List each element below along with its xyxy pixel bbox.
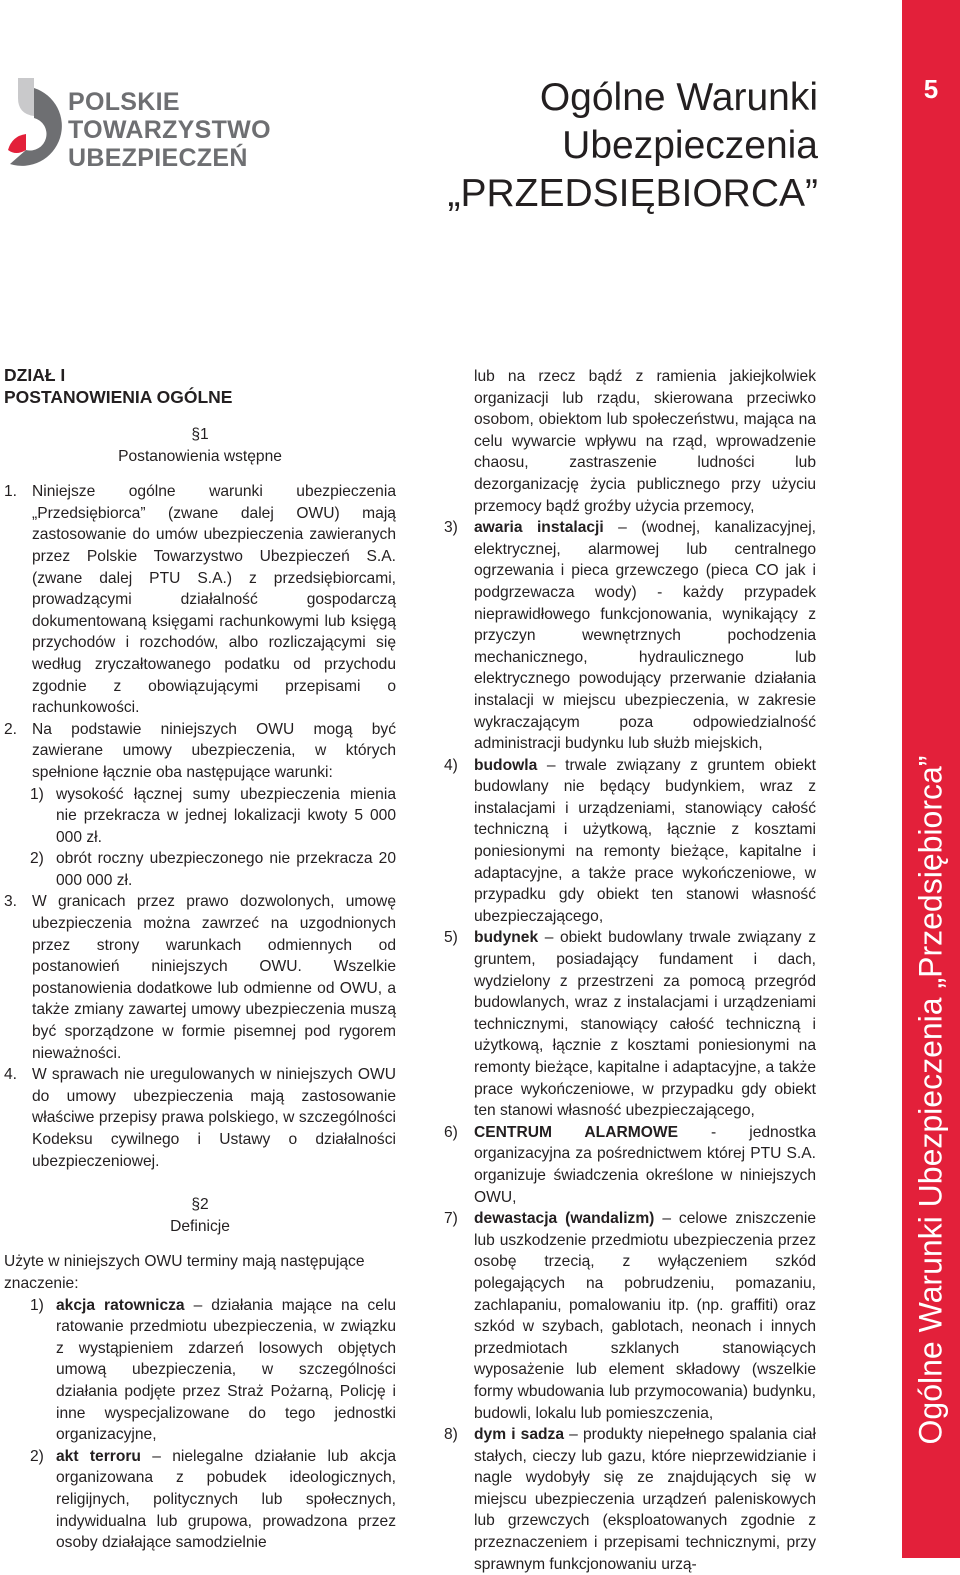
paragraph-1-header	[4, 424, 396, 467]
item-text: Na podstawie niniejszych OWU mogą być zawierane umowy ubezpieczenia, w których spełnione łącznie oba następujące warunki:	[32, 720, 396, 781]
definition-item	[444, 927, 816, 1121]
paragraph-sign: §2	[191, 1196, 209, 1214]
item-text: W sprawach nie uregulowanych w niniejszych OWU do umowy ubezpieczenia mają zastosowanie właściwe przepisy prawa polskiego, w szczególności Kodeksu cywilnego i Ustawy o działalności ubezpieczeniowej.	[32, 1066, 396, 1170]
definition-term: dym i sadza	[474, 1426, 565, 1444]
list-item	[4, 719, 396, 784]
company-logo	[4, 76, 294, 186]
logo-line: POLSKIE	[68, 88, 180, 116]
side-title: Ogólne Warunki Ubezpieczenia „Przedsiębiorca”	[912, 755, 949, 1445]
paragraph-heading: Postanowienia wstępne	[118, 447, 282, 465]
list-item	[4, 481, 396, 719]
item-number: 1)	[30, 1296, 44, 1314]
definition-term: budowla	[474, 756, 538, 774]
item-number: 4.	[4, 1066, 18, 1084]
logo-text	[68, 88, 271, 172]
paragraph-sign: §1	[191, 426, 209, 443]
section-label: DZIAŁ I	[4, 365, 66, 385]
page-number: 5	[923, 74, 939, 104]
section-name: POSTANOWIENIA OGÓLNE	[4, 387, 233, 407]
definition-term: akt terroru	[56, 1447, 141, 1465]
item-number: 2.	[4, 720, 18, 738]
item-number: 1)	[30, 785, 44, 803]
item-number: 6)	[444, 1123, 458, 1141]
paragraph-2-header	[4, 1194, 396, 1237]
definition-term: awaria instalacji	[474, 519, 604, 537]
definition-item	[444, 1122, 816, 1208]
document-title	[447, 74, 818, 218]
item-number: 3.	[4, 893, 18, 911]
item-number: 4)	[444, 756, 458, 774]
title-line: Ubezpieczenia	[562, 124, 818, 167]
item-text: W granicach przez prawo dozwolonych, umowę ubezpieczenia można zawrzeć na uzgodnionych przez strony warunkach odmiennych od postanowień niniejszych OWU. Wszelkie postanowienia dodatkowe lub odmienne od OWU, a także zmiany zawartej umowy ubezpieczenia muszą być sporządzone w formie pisemnej pod rygorem nieważności.	[32, 893, 396, 1062]
title-line: „PRZEDSIĘBIORCA”	[447, 172, 818, 215]
title-line: Ogólne Warunki	[539, 76, 818, 119]
paragraph-heading: Definicje	[170, 1217, 230, 1235]
item-text: wysokość łącznej sumy ubezpieczenia mienia nie przekracza w jednej lokalizacji kwoty 5 000 000 zł.	[56, 785, 396, 846]
definition-text: – trwale związany z gruntem obiekt budowlany nie będący budynkiem, wraz z instalacjami i urządzeniami, stanowiący całość techniczną i użytkową, łącznie z kosztami poniesionymi na remonty bieżące, kapitalne i adaptacyjne, a także prace wykończeniowe, w przypadku gdy obiekt ten stanowi własność ubezpieczającego,	[474, 756, 816, 925]
item-number: 5)	[444, 929, 458, 947]
definition-text: – produkty niepełnego spalania ciał stałych, cieczy lub gazu, które nieprzewidzianie i nagle wydobyły się ze znajdujących się w miejscu ubezpieczenia urządzeń paleniskowych lub grzewczych (eksploatowanych zgodnie z przeznaczeniem i przepisami technicznymi, przy sprawnym funkcjonowaniu urzą-	[474, 1426, 816, 1573]
definition-item	[444, 755, 816, 928]
definition-term: dewastacja (wandalizm)	[474, 1210, 655, 1228]
definition-text: – nielegalne działanie lub akcja organizowana z pobudek ideologicznych, religijnych, politycznych lub społecznych, indywidualna lub grupowa, prowadzona przez osoby działające samodzielnie	[56, 1447, 397, 1552]
item-number: 7)	[444, 1210, 458, 1228]
definition-text: – (wodnej, kanalizacyjnej, elektrycznej, alarmowej lub centralnego ogrzewania i pieca grzewczego (pieca CO jak i podgrzewacza wody) - każdy przypadek nieprawidłowego funkcjonowania, wynikający z przyczyn wewnętrznych pochodzenia mechanicznego, hydraulicznego lub elektrycznego powodujący przerwanie działania instalacji w miejscu ubezpieczenia, w zakresie wykraczającym poza odpowiedzialność administracji budynku lub służb miejskich,	[474, 519, 817, 753]
definition-item	[4, 1295, 396, 1446]
definitions-intro: Użyte w niniejszych OWU terminy mają następujące znaczenie:	[4, 1253, 365, 1292]
definition-item	[4, 1446, 396, 1554]
definition-term: akcja ratownicza	[56, 1296, 185, 1314]
item-text: obrót roczny ubezpieczonego nie przekracza 20 000 000 zł.	[56, 850, 396, 889]
side-band	[902, 0, 960, 1558]
right-column	[444, 366, 817, 1575]
definition-item	[444, 1424, 816, 1575]
definition-text: – celowe zniszczenie lub uszkodzenie przedmiotu ubezpieczenia przez osobę trzecią, z wyłączeniem szkód polegających na pobrudzeniu, pomazaniu, zachlapaniu, pomalowaniu itp. (np. graffiti) oraz szkód w szybach, gablotach, neonach i innych przedmiotach szklanych stanowiących wyposażenie lub element składowy (wszelkie formy wbudowania lub przymocowania) budynku, budowli, lokalu lub pomieszczenia,	[474, 1210, 816, 1422]
item-number: 8)	[444, 1426, 458, 1444]
definition-term: CENTRUM ALARMOWE	[474, 1123, 678, 1141]
definition-text: – działania mające na celu ratowanie przedmiotu ubezpieczenia, w związku z wystąpieniem zdarzeń losowych objętych umową ubezpieczenia, w szczególności działania podjęte przez Straż Pożarną, Policję i inne wyspecjalizowane do tego jednostki organizacyjne,	[56, 1296, 396, 1444]
item-number: 1.	[4, 483, 18, 501]
list-item	[4, 891, 396, 1064]
list-item	[4, 1064, 396, 1172]
item-number: 2)	[30, 850, 44, 868]
definition-term: budynek	[474, 929, 539, 947]
sub-item	[4, 848, 396, 891]
item-number: 2)	[30, 1447, 44, 1465]
definition-continuation: lub na rzecz bądź z ramienia jakiejkolwiek organizacji lub rządu, skierowana przeciwko osobom, obiektom lub społeczeństwu, mająca na celu wywarcie wpływu na rząd, wprowadzenie chaosu, zastraszenie ludności lub dezorganizację życia publicznego przy użyciu przemocy bądź groźby użycia przemocy,	[474, 368, 816, 515]
definition-item	[444, 517, 817, 755]
logo-emblem-icon	[4, 76, 64, 180]
item-text: Niniejsze ogólne warunki ubezpieczenia „Przedsiębiorca” (zwane dalej OWU) mają zastosowanie do umów ubezpieczenia zawieranych przez Polskie Towarzystwo Ubezpieczeń S.A. (zwane dalej PTU S.A.) z przedsiębiorcami, prowadzącymi działalność gospodarczą dokumentowaną księgami rachunkowymi lub księgą przychodów i rozchodów, albo rozliczającymi się według zryczałtowanego podatku od przychodu zgodnie z obowiązującymi przepisami o rachunkowości.	[32, 483, 396, 717]
item-number: 3)	[444, 519, 458, 537]
sub-item	[4, 784, 396, 849]
logo-line: UBEZPIECZEŃ	[68, 144, 248, 172]
definition-text: - jednostka organizacyjna za pośrednictwem której PTU S.A. organizuje świadczenia określone w niniejszych OWU,	[474, 1123, 816, 1206]
definition-item	[444, 1208, 816, 1424]
left-column	[4, 364, 396, 1554]
logo-line: TOWARZYSTWO	[68, 116, 271, 144]
definition-text: – obiekt budowlany trwale związany z gruntem, posiadający fundament i dach, wydzielony z przestrzeni za pomocą przegród budowlanych, wraz z instalacjami i urządzeniami technicznymi, stanowiący całość techniczną i użytkową, łącznie z kosztami poniesionymi na remonty bieżące, kapitalne i adaptacyjne, a także prace wykończeniowe, w przypadku gdy obiekt ten stanowi własność ubezpieczającego,	[474, 929, 816, 1120]
